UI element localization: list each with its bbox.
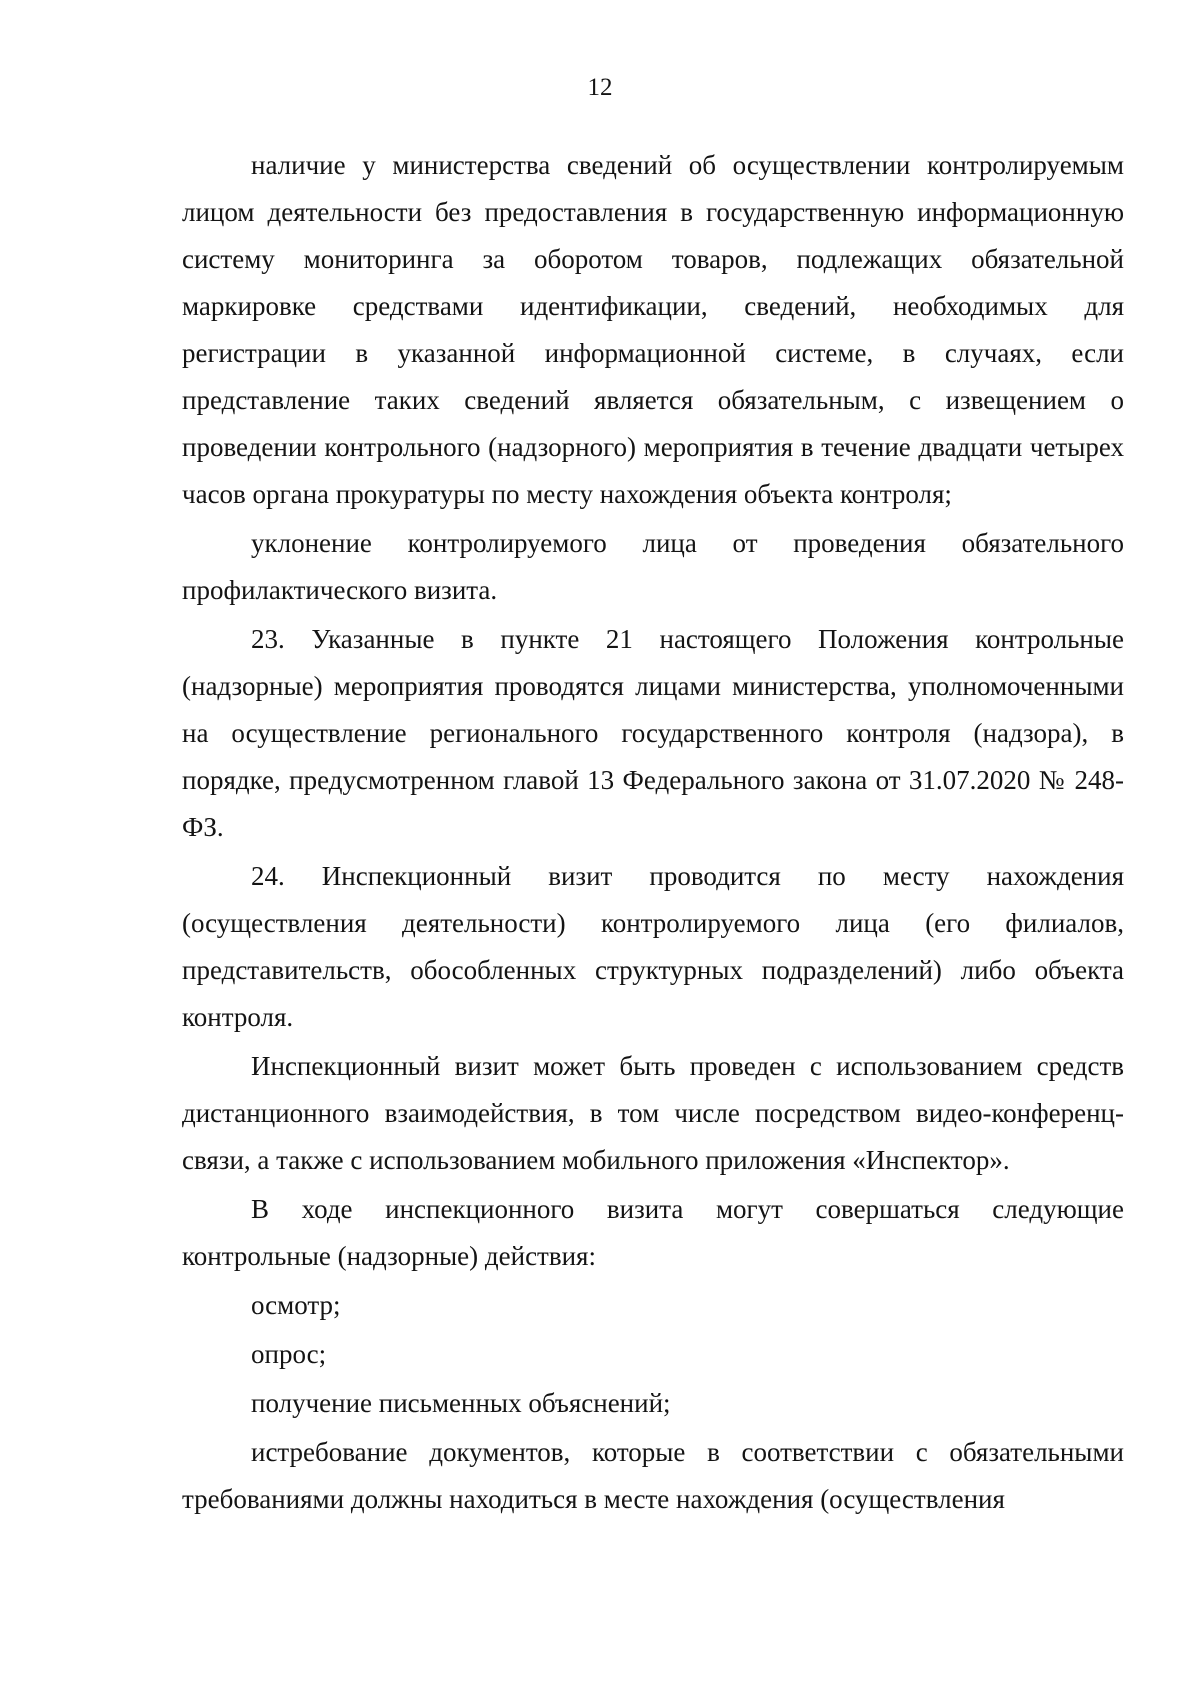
document-body [182,142,1124,1525]
page-number: 12 [587,74,613,101]
paragraph-evasion-visit: уклонение контролируемого лица от проведения обязательного профилактического визита. [182,528,1124,605]
list-item-survey: опрос; [251,1339,327,1369]
list-item-inspection: осмотр; [251,1290,341,1320]
paragraph-remote-inspection: Инспекционный визит может быть проведен с использованием средств дистанционного взаимодействия, в том числе посредством видео-конференц-связи, а также с использованием мобильного приложения «Инспектор». [182,1051,1124,1175]
list-item-document-request: истребование документов, которые в соответствии с обязательными требованиями должны находиться в месте нахождения (осуществления [182,1437,1124,1514]
paragraph-marking-information: наличие у министерства сведений об осуществлении контролируемым лицом деятельности без предоставления в государственную информационную систему мониторинга за оборотом товаров, подлежащих обязательной маркировке средствами идентификации, сведений, необходимых для регистрации в указанной информационной системе, в случаях, если представление таких сведений является обязательным, с извещением о проведении контрольного (надзорного) мероприятия в течение двадцати четырех часов органа прокуратуры по месту нахождения объекта контроля; [182,150,1124,509]
paragraph-control-actions: В ходе инспекционного визита могут совершаться следующие контрольные (надзорные) действия: [182,1194,1124,1271]
paragraph-item-23: 23. Указанные в пункте 21 настоящего Положения контрольные (надзорные) мероприятия проводятся лицами министерства, уполномоченными на осуществление регионального государственного контроля (надзора), в порядке, предусмотренном главой 13 Федерального закона от 31.07.2020 № 248-ФЗ. [182,624,1124,842]
paragraph-item-24: 24. Инспекционный визит проводится по месту нахождения (осуществления деятельности) контролируемого лица (его филиалов, представительств, обособленных структурных подразделений) либо объекта контроля. [182,861,1124,1032]
list-item-written-explanations: получение письменных объяснений; [251,1388,671,1418]
